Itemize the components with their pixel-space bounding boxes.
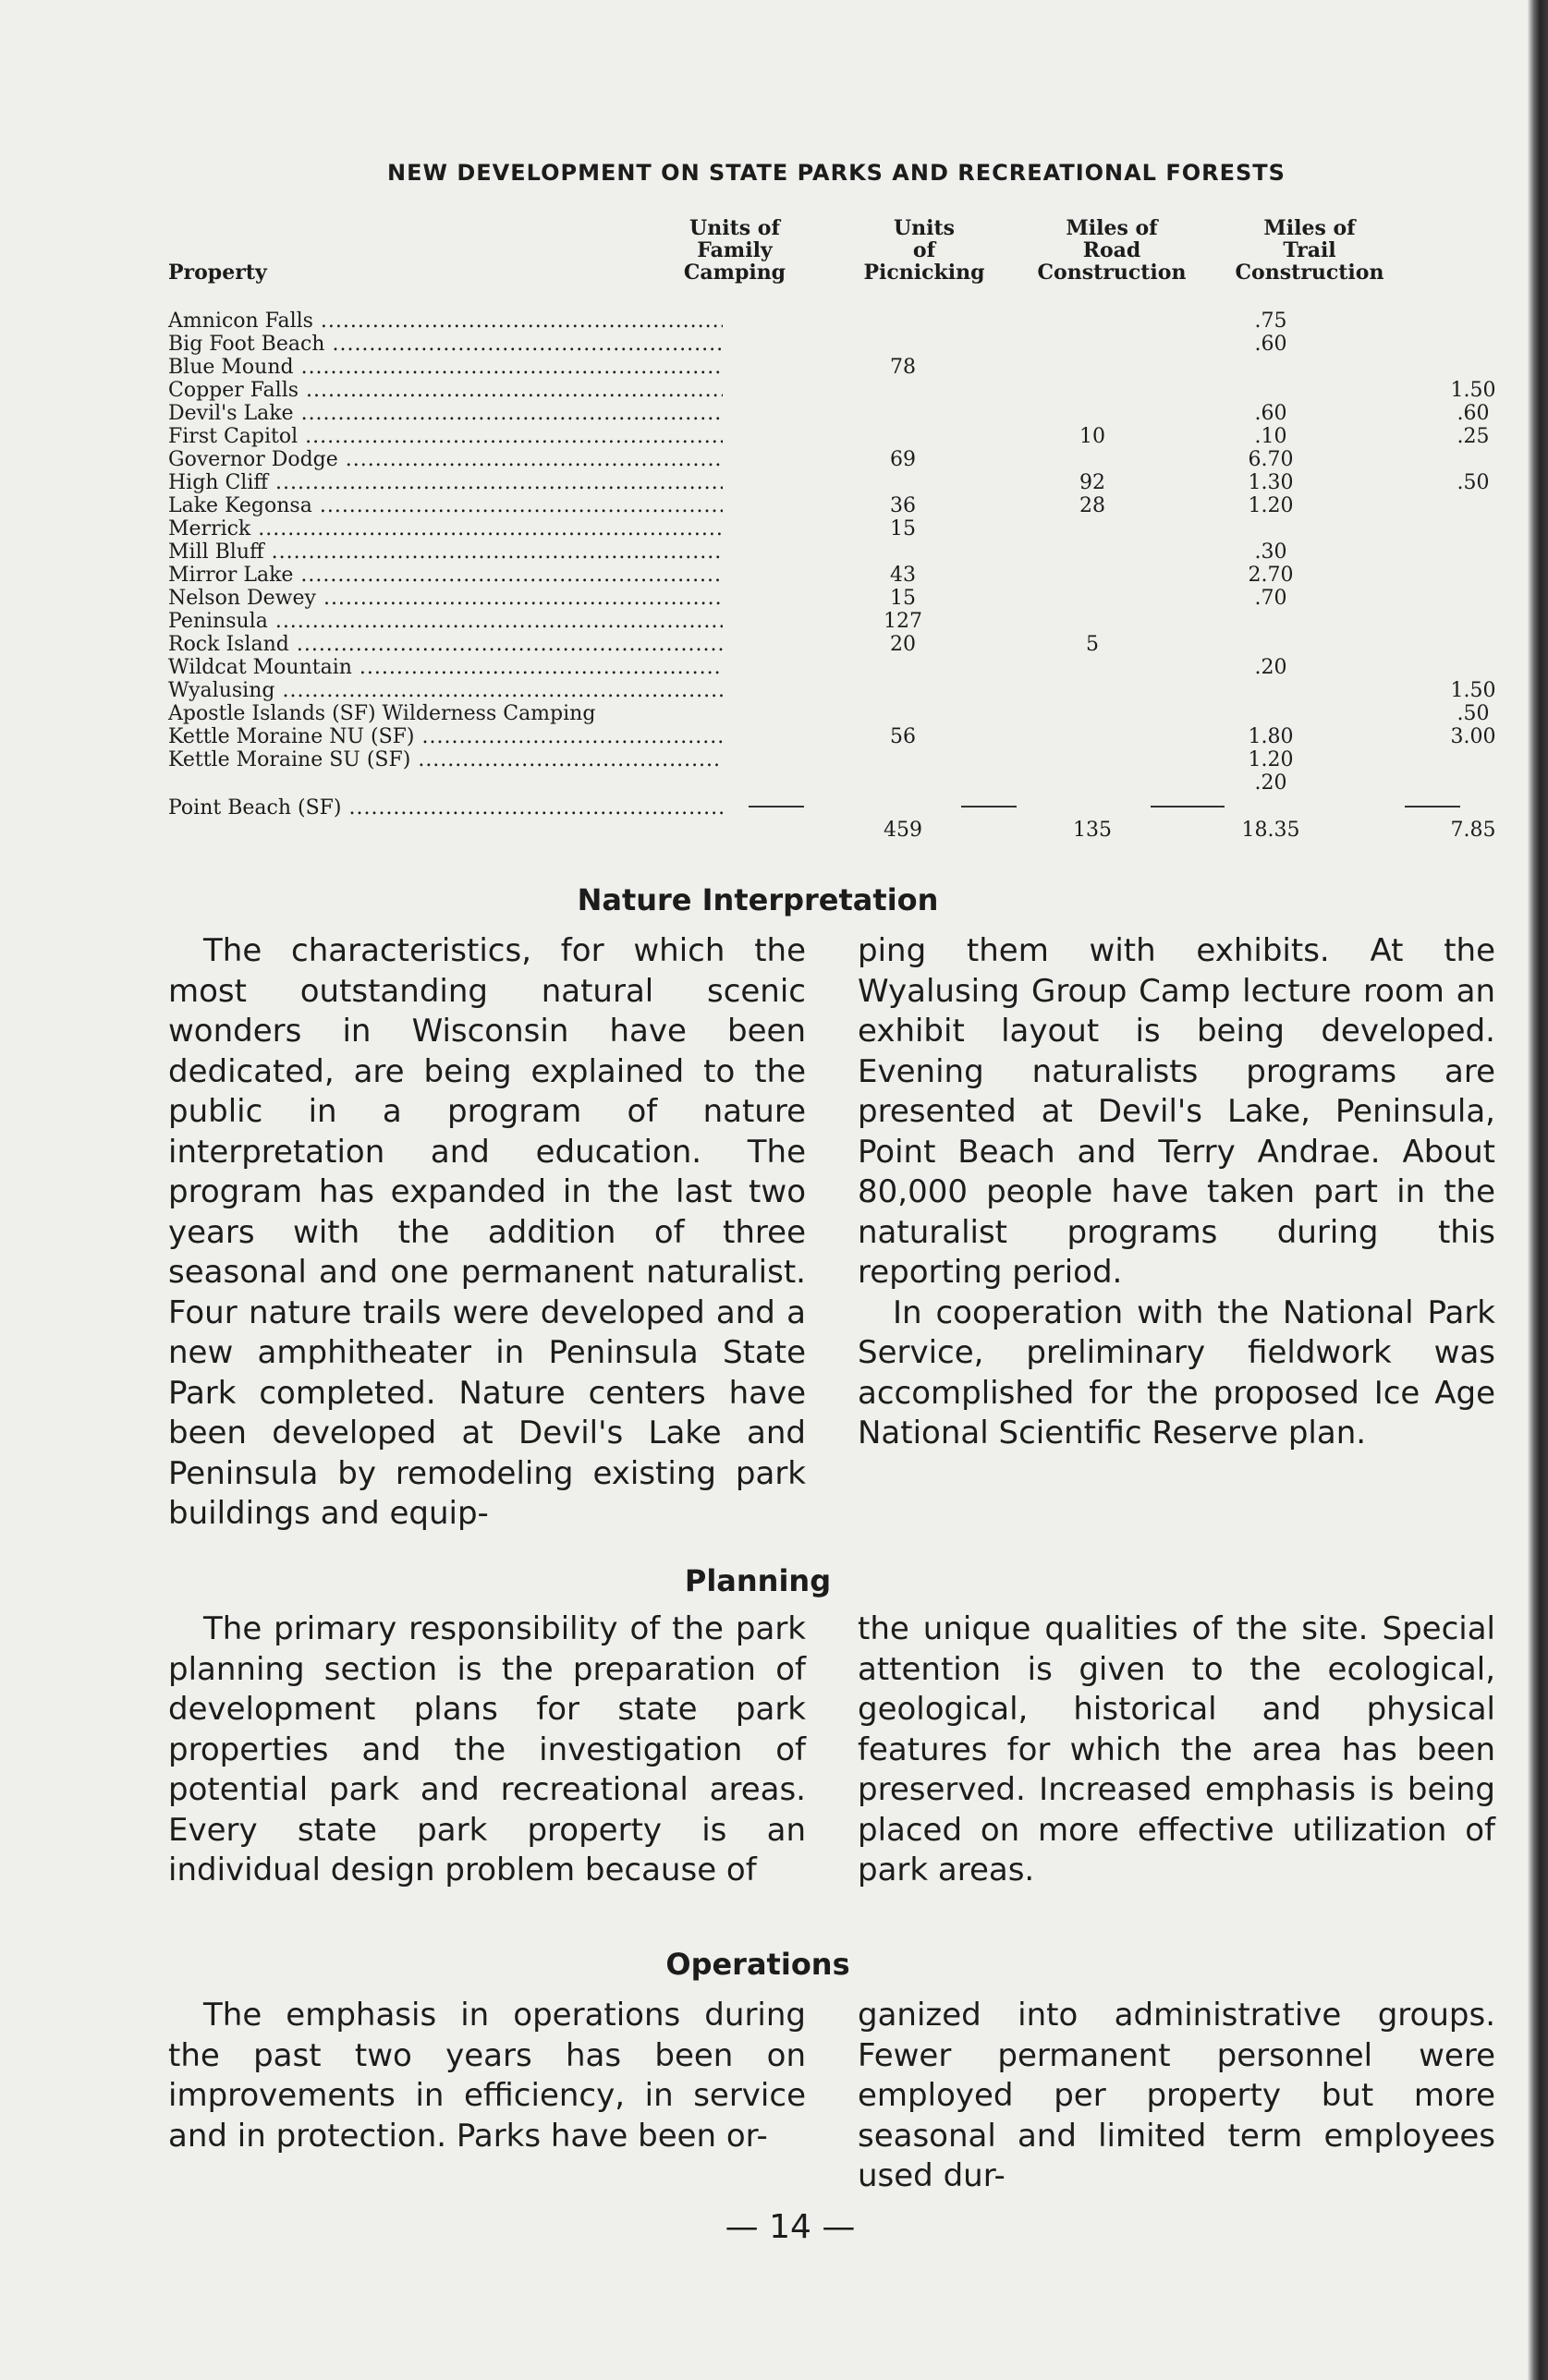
row-property: Lake Kegonsa .....: [168, 494, 723, 517]
row-road: .20: [1254, 771, 1287, 795]
row-road: 1.20: [1248, 748, 1294, 771]
row-picnicking: 5: [1086, 633, 1099, 656]
row-property: Mirror Lake .....: [168, 564, 723, 587]
row-road: .75: [1254, 310, 1287, 333]
row-trail: 1.50: [1450, 679, 1496, 702]
nature-right-column: [858, 931, 1495, 1523]
total-rule-camping: [749, 806, 804, 808]
total-rule-road: [1151, 806, 1225, 808]
book-spine-shadow: [1528, 0, 1548, 2380]
nature-paragraph-3: In cooperation with the National Park Service, preliminary fieldwork was accomplished for the proposed Ice Age National Scientific Reserve plan.: [858, 1293, 1495, 1451]
operations-paragraph-2: ganized into administrative groups. Fewer permanent personnel were employed per property but more seasonal and limited term employees used dur-: [858, 1997, 1495, 2194]
row-property: Merrick .....: [168, 517, 723, 540]
row-property: Wyalusing .....: [168, 679, 723, 702]
planning-paragraph-2: the unique qualities of the site. Special attention is given to the ecological, geological, historical and physical features for which the area has been preserved. Increased emphasis is being placed on more effective utilization of park areas.: [858, 1610, 1495, 1888]
table-row: [168, 517, 1490, 540]
planning-right-column: [858, 1609, 1495, 1891]
operations-right-column: [858, 1996, 1495, 2197]
row-picnicking: 92: [1079, 471, 1105, 494]
planning-paragraph-1: The primary responsibility of the park planning section is the preparation of development plans for state park properties and the investigation of potential park and recreational areas. Every state park property is an individual design problem because of: [168, 1610, 806, 1888]
table-row: [168, 402, 1490, 425]
row-property: Kettle Moraine NU (SF) .....: [168, 725, 723, 748]
row-camping: 69: [890, 448, 916, 471]
row-road: 2.70: [1248, 564, 1294, 587]
table-row: [168, 656, 1490, 679]
nature-left-column: [168, 931, 806, 1532]
row-camping: 56: [890, 725, 916, 748]
nature-paragraph-2: ping them with exhibits. At the Wyalusing Group Camp lecture room an exhibit layout is being developed. Evening naturalists programs are presented at Devil's Lake, Peninsula, Point Beach and Terry Andrae. About 80,000 people have taken part in the naturalist programs during this reporting period.: [858, 932, 1495, 1291]
row-property: Blue Mound .....: [168, 356, 723, 379]
row-trail: .60: [1457, 402, 1490, 425]
table-row: [168, 725, 1496, 748]
total-rule-picnicking: [961, 806, 1017, 808]
table-row: [168, 448, 1490, 471]
table-title: NEW DEVELOPMENT ON STATE PARKS AND RECREATIONAL FORESTS: [387, 160, 1286, 186]
table-row: [168, 748, 1490, 771]
header-picnicking: Units of Picnicking: [863, 216, 985, 285]
row-road: .20: [1254, 656, 1287, 679]
table-row: [168, 540, 1490, 564]
nature-paragraph-1: The characteristics, for which the most outstanding natural scenic wonders in Wisconsin have been dedicated, are being explained to the public in a program of nature interpretation and education. The program has expanded in the last two years with the addition of three seasonal and one permanent naturalist. Four nature trails were developed and a new amphitheater in Peninsula State Park completed. Nature centers have been developed at Devil's Lake and Peninsula by remodeling existing park buildings and equip-: [168, 932, 806, 1532]
row-property: High Cliff .....: [168, 471, 723, 494]
section-title-planning: Planning: [684, 1563, 832, 1598]
table-row: [168, 702, 1490, 725]
table-row: [168, 610, 1490, 633]
row-property: Big Foot Beach .....: [168, 333, 723, 356]
row-road: .10: [1254, 425, 1287, 448]
row-camping: 127: [884, 610, 922, 633]
section-title-nature: Nature Interpretation: [577, 882, 939, 917]
header-property: Property: [168, 261, 267, 285]
row-road: 1.80: [1248, 725, 1294, 748]
row-property: Nelson Dewey .....: [168, 587, 723, 610]
row-property: Copper Falls .....: [168, 379, 723, 402]
row-property: First Capitol .....: [168, 425, 723, 448]
table-row: [168, 310, 1490, 333]
row-property: Apostle Islands (SF) Wilderness Camping: [168, 702, 596, 725]
row-camping: 15: [890, 587, 916, 610]
row-road: .60: [1254, 402, 1287, 425]
row-picnicking: 10: [1079, 425, 1105, 448]
table-row: [168, 679, 1496, 702]
row-property: Kettle Moraine SU (SF) .....: [168, 748, 723, 771]
total-road: 18.35: [1241, 819, 1300, 842]
table-row: [168, 494, 1490, 517]
table-row: [168, 471, 1490, 494]
row-road: 1.20: [1248, 494, 1294, 517]
row-camping: 20: [890, 633, 916, 656]
row-property: Governor Dodge .....: [168, 448, 723, 471]
row-trail: 3.00: [1450, 725, 1496, 748]
row-property: Rock Island .....: [168, 633, 723, 656]
row-camping: 43: [890, 564, 916, 587]
row-property: [168, 771, 723, 795]
row-trail: 1.50: [1450, 379, 1496, 402]
operations-paragraph-1: The emphasis in operations during the past two years has been on improvements in efficiency, in service and in protection. Parks have been or-: [168, 1997, 806, 2155]
total-picnicking: 135: [1073, 819, 1112, 842]
table-row: [168, 771, 1490, 795]
totals-row: [168, 819, 1496, 842]
row-camping: 78: [890, 356, 916, 379]
row-road: 6.70: [1248, 448, 1294, 471]
row-trail: .25: [1457, 425, 1490, 448]
row-camping: 15: [890, 517, 916, 540]
row-property: Peninsula .....: [168, 610, 723, 633]
row-property: Wildcat Mountain .....: [168, 656, 723, 679]
table-row: [168, 587, 1490, 610]
row-road: .70: [1254, 587, 1287, 610]
table-row: [168, 356, 1490, 379]
row-trail: .50: [1457, 702, 1490, 725]
planning-left-column: [168, 1609, 806, 1891]
total-camping: 459: [884, 819, 922, 842]
table-row: [168, 796, 1490, 820]
operations-left-column: [168, 1996, 806, 2156]
table-row: [168, 425, 1490, 448]
table-row: [168, 333, 1490, 356]
row-camping: 36: [890, 494, 916, 517]
table-row: [168, 633, 1490, 656]
section-title-operations: Operations: [665, 1947, 850, 1982]
row-picnicking: 28: [1079, 494, 1105, 517]
table-row: [168, 379, 1496, 402]
row-property: Point Beach (SF) .....: [168, 796, 723, 820]
row-property: Devil's Lake .....: [168, 402, 723, 425]
page-number: — 14 —: [725, 2208, 856, 2246]
table-row: [168, 564, 1490, 587]
row-road: 1.30: [1248, 471, 1294, 494]
total-rule-trail: [1405, 806, 1460, 808]
row-road: .60: [1254, 333, 1287, 356]
header-trail: Miles of Trail Construction: [1235, 216, 1384, 285]
row-road: .30: [1254, 540, 1287, 564]
row-property: Amnicon Falls .....: [168, 310, 723, 333]
row-property: Mill Bluff .....: [168, 540, 723, 564]
header-road: Miles of Road Construction: [1037, 216, 1187, 285]
header-camping: Units of Family Camping: [683, 216, 786, 285]
total-trail: 7.85: [1450, 819, 1496, 842]
row-trail: .50: [1457, 471, 1490, 494]
